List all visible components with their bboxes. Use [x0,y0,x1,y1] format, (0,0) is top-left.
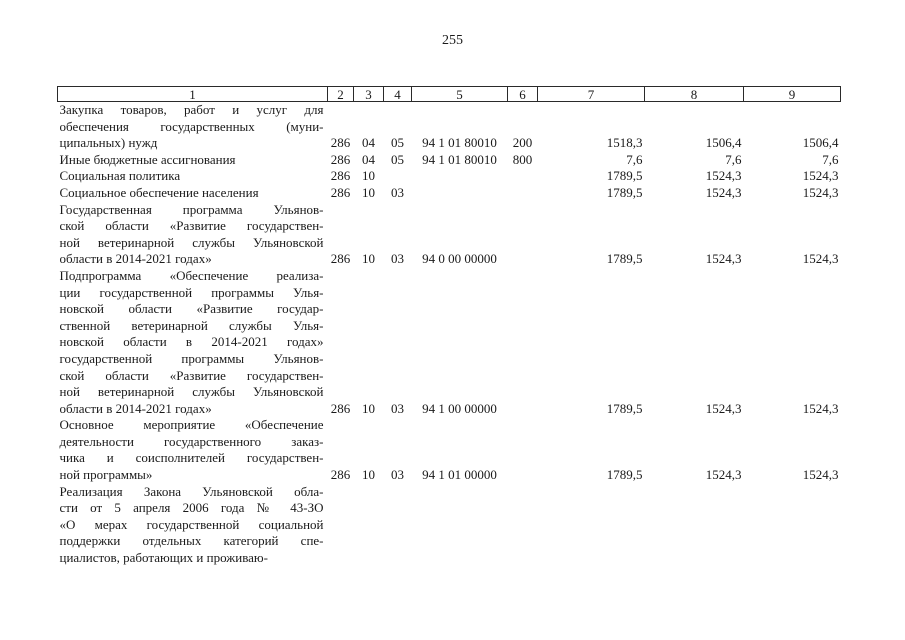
row-name-line: области в 2014-2021 годах» [59,400,212,416]
row-name-line: ной ветеринарной службы Ульяновской [59,384,324,400]
table-row [58,152,841,169]
row-name-line: Социальное обеспечение населения [59,184,259,200]
col-amount-8: 1524,3 [705,168,742,184]
col-amount-8: 1524,3 [705,400,742,416]
row-name [58,268,328,417]
column-header-5: 5 [412,87,508,102]
row-name [58,484,328,567]
row-name-line: ной ветеринарной службы Ульяновской [59,234,324,250]
col-expense-type [508,168,538,185]
col-amount-8: 1524,3 [705,467,742,483]
column-header-4: 4 [384,87,412,102]
row-name-line: поддержки отдельных категорий спе- [59,533,324,549]
row-name-line: Реализация Закона Ульяновской обла- [59,483,324,499]
col-expense-type [508,484,538,567]
row-name-line: Закупка товаров, работ и услуг для [59,102,324,117]
col-amount-9: 1506,4 [802,135,839,151]
column-header-7: 7 [538,87,645,102]
column-header-9: 9 [744,87,841,102]
budget-table [57,86,841,567]
table-row [58,417,841,483]
column-header-1: 1 [58,87,328,102]
col-amount-9: 1524,3 [802,184,839,200]
col-amount-7: 7,6 [626,151,643,167]
table-header-row [58,87,841,102]
col-subsection: 03 [391,467,404,483]
table-row [58,185,841,202]
col-section: 10 [362,184,375,200]
col-section: 10 [362,467,375,483]
row-name-line: ной программы» [59,467,153,483]
row-name [58,417,328,483]
row-name-line: ципальных) нужд [59,135,158,151]
col-amount-9: 1524,3 [802,467,839,483]
row-name-line: новской области «Развитие государ- [59,301,324,317]
row-name-line: деятельности государственного заказ- [59,433,324,449]
row-name [58,168,328,185]
col-amount-8: 7,6 [725,151,742,167]
col-expense-type [508,268,538,417]
row-name-line: Основное мероприятие «Обеспечение [59,417,324,433]
col-target-article [412,168,508,185]
col-subsection: 05 [391,151,404,167]
col-subsection [384,484,412,567]
column-header-3: 3 [354,87,384,102]
table-row [58,102,841,152]
table-row [58,268,841,417]
col-amount-8 [645,484,744,567]
col-amount-7 [538,484,645,567]
col-expense-type [508,185,538,202]
row-name-line: ции государственной программы Улья- [59,284,324,300]
row-name-line: «О мерах государственной социальной [59,516,324,532]
column-header-8: 8 [645,87,744,102]
row-name-line: ственной ветеринарной службы Улья- [59,317,324,333]
col-target-article: 94 1 01 80010 [422,135,497,151]
col-target-article: 94 1 01 80010 [422,151,497,167]
column-header-6: 6 [508,87,538,102]
row-name [58,152,328,169]
col-section: 04 [362,151,375,167]
table-row [58,484,841,567]
row-name-line: Государственная программа Ульянов- [59,201,324,217]
table-row [58,168,841,185]
row-name-line: Социальная политика [59,168,181,184]
col-subsection: 03 [391,400,404,416]
row-name-line: новской области в 2014-2021 годах» [59,334,324,350]
row-name-line: государственной программы Ульянов- [59,350,324,366]
col-subsection: 03 [391,251,404,267]
row-name-line: ской области «Развитие государствен- [59,367,324,383]
col-amount-8: 1506,4 [705,135,742,151]
row-name-line: чика и соисполнителей государствен- [59,450,324,466]
col-target-article: 94 1 00 00000 [422,400,497,416]
col-amount-8: 1524,3 [705,184,742,200]
row-name-line: циалистов, работающих и проживаю- [59,550,268,566]
col-expense-type: 200 [512,135,533,151]
col-amount-9: 1524,3 [802,168,839,184]
col-target-article [412,185,508,202]
col-section [354,484,384,567]
row-name [58,185,328,202]
col-target-article: 94 1 01 00000 [422,467,497,483]
col-amount-7: 1789,5 [606,168,643,184]
table-row [58,202,841,268]
col-subsection [384,168,412,185]
col-amount-7: 1518,3 [606,135,643,151]
row-name-line: сти от 5 апреля 2006 года № 43-ЗО [59,500,324,516]
col-amount-7: 1789,5 [606,251,643,267]
col-admin: 286 [330,168,351,184]
col-amount-7: 1789,5 [606,467,643,483]
col-subsection: 05 [391,135,404,151]
row-name-line: обеспечения государственных (муни- [59,118,324,134]
row-name-line: Иные бюджетные ассигнования [59,151,236,167]
row-name-line: Подпрограмма «Обеспечение реализа- [59,267,324,283]
row-name-line: области в 2014-2021 годах» [59,251,212,267]
col-amount-7: 1789,5 [606,184,643,200]
page-number: 255 [442,33,463,48]
col-amount-9: 1524,3 [802,251,839,267]
column-header-2: 2 [328,87,354,102]
col-expense-type [508,202,538,268]
row-name [58,102,328,152]
col-admin: 286 [330,135,351,151]
col-admin: 286 [330,251,351,267]
col-section: 10 [362,251,375,267]
row-name [58,202,328,268]
col-admin: 286 [330,467,351,483]
col-expense-type [508,417,538,483]
col-subsection: 03 [391,184,404,200]
row-name-line: ской области «Развитие государствен- [59,218,324,234]
col-section: 04 [362,135,375,151]
col-admin: 286 [330,151,351,167]
col-amount-7: 1789,5 [606,400,643,416]
col-amount-8: 1524,3 [705,251,742,267]
col-admin [328,484,354,567]
col-amount-9: 7,6 [822,151,839,167]
col-target-article: 94 0 00 00000 [422,251,497,267]
col-amount-9 [744,484,841,567]
col-amount-9: 1524,3 [802,400,839,416]
col-target-article [412,484,508,567]
col-admin: 286 [330,400,351,416]
table-body [58,102,841,567]
col-section: 10 [362,168,375,184]
col-admin: 286 [330,184,351,200]
col-expense-type: 800 [512,151,533,167]
col-section: 10 [362,400,375,416]
